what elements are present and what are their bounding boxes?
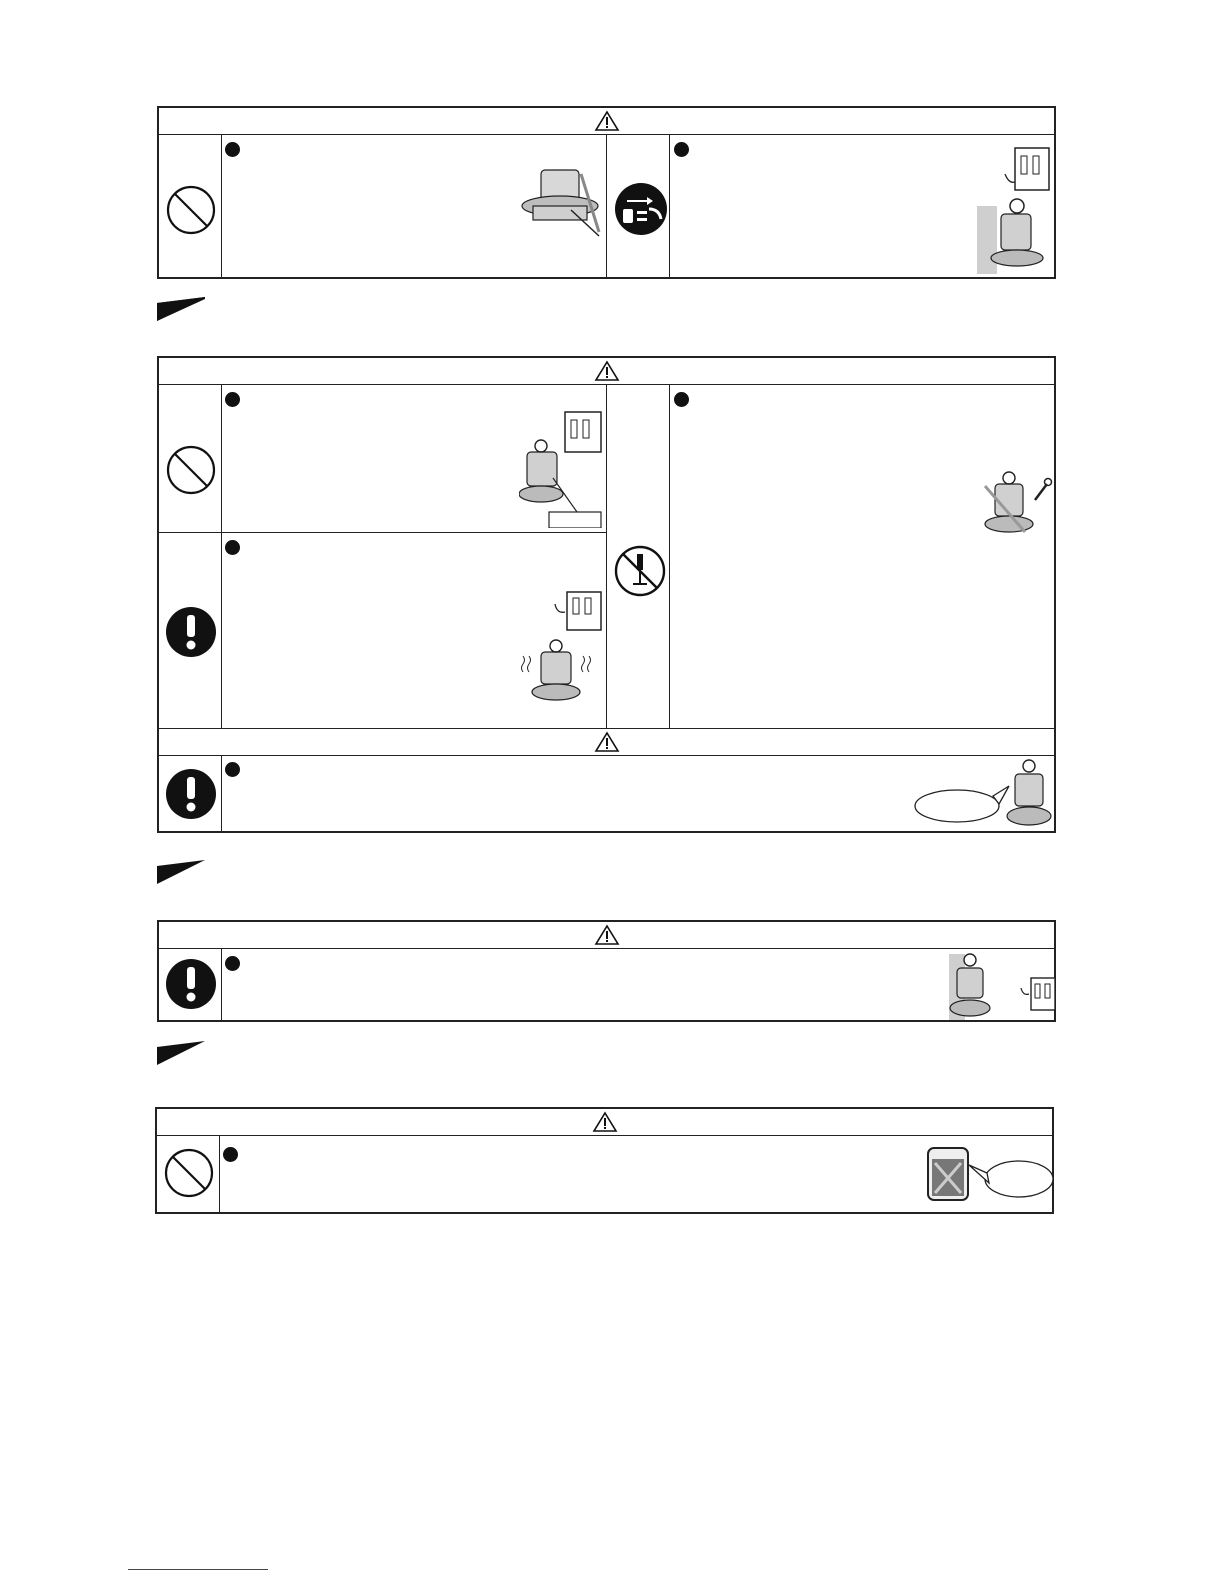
warning-header [159, 922, 1054, 949]
warning-triangle-icon [594, 731, 620, 753]
warning-box-2 [157, 356, 1056, 833]
bullet-dot-icon [225, 540, 240, 555]
breaker-switch-illustration [1001, 144, 1053, 196]
bullet-dot-icon [225, 142, 240, 157]
warning-header [159, 108, 1054, 135]
prohibition-circle-icon [165, 184, 217, 236]
prohibition-circle-icon [163, 1147, 215, 1199]
prohibition-circle-icon [165, 444, 217, 496]
pump-wrench-illustration [979, 466, 1053, 540]
pump-illustration [977, 196, 1047, 274]
bullet-dot-icon [225, 956, 240, 971]
pump-base-illustration [519, 166, 603, 238]
footer-link[interactable] [128, 1569, 268, 1570]
breaker-switch-illustration [551, 590, 603, 634]
warning-box-1 [157, 106, 1056, 279]
warning-triangle-icon [594, 360, 620, 382]
no-disassembly-icon [613, 544, 667, 598]
speech-bubble-icon [963, 1147, 1055, 1203]
warning-box-3 [157, 920, 1056, 1022]
vibrating-pump-illustration [519, 638, 593, 706]
bullet-dot-icon [225, 392, 240, 407]
exclamation-circle-icon [165, 768, 217, 820]
warning-header [159, 358, 1054, 385]
breaker-switch-illustration [1019, 974, 1057, 1014]
warning-triangle-icon [594, 924, 620, 946]
section-marker-icon [157, 297, 207, 321]
section-marker-icon [157, 1041, 207, 1065]
bullet-dot-icon [674, 392, 689, 407]
exclamation-circle-icon [165, 958, 217, 1010]
pump-illustration [1005, 756, 1055, 832]
bullet-dot-icon [223, 1147, 238, 1162]
speech-bubble-icon [913, 782, 1013, 826]
warning-header [157, 1109, 1052, 1136]
unplug-icon [613, 181, 669, 237]
exclamation-circle-icon [165, 606, 217, 658]
pump-with-breaker-illustration [519, 408, 605, 528]
section-marker-icon [157, 860, 207, 884]
caution-header [159, 729, 1054, 756]
bullet-dot-icon [674, 142, 689, 157]
pump-illustration [947, 950, 995, 1022]
warning-triangle-icon [592, 1111, 618, 1133]
bullet-dot-icon [225, 762, 240, 777]
warning-box-4 [155, 1107, 1054, 1214]
warning-triangle-icon [594, 110, 620, 132]
